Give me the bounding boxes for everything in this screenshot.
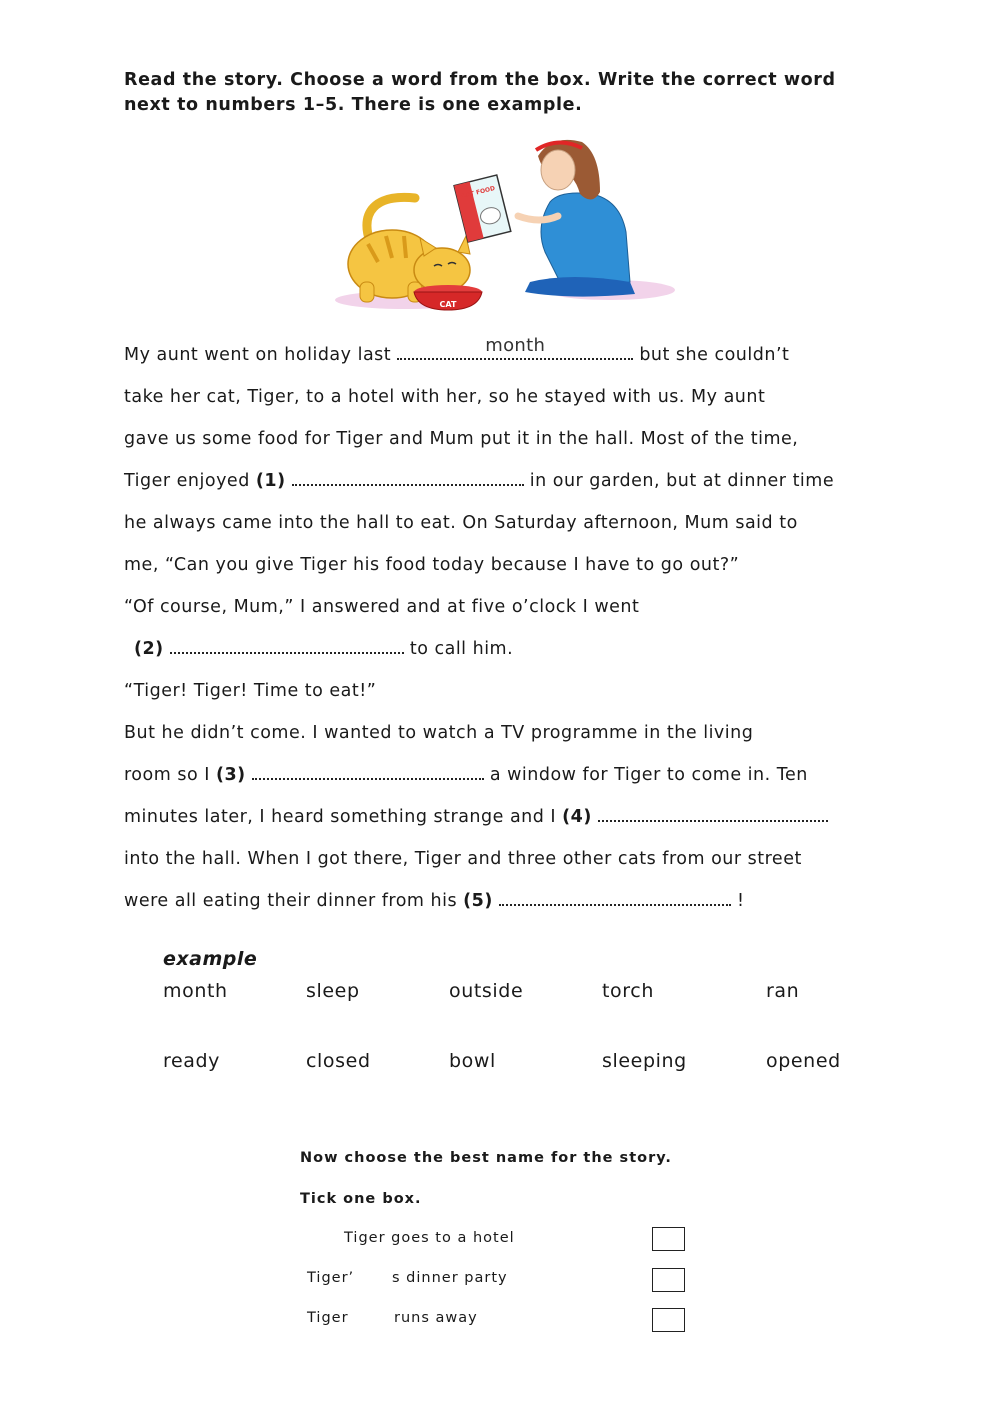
girl-body: [541, 193, 630, 288]
story-line-11: room so I (3) a window for Tiger to come in. Ten: [124, 760, 808, 790]
tick-box-3[interactable]: [652, 1308, 685, 1332]
food-box-label: CAT FOOD: [461, 184, 496, 200]
word-option: closed: [306, 1050, 371, 1072]
word-option: outside: [449, 980, 524, 1002]
question-title: Now choose the best name for the story.: [300, 1150, 672, 1166]
answer-blank-3[interactable]: [252, 760, 484, 780]
answer-blank-5[interactable]: [499, 886, 731, 906]
cat-food-box: [454, 175, 511, 242]
story-line-12: minutes later, I heard something strange and I (4): [124, 802, 828, 832]
bowl-label: CAT: [439, 300, 457, 309]
story-line-14: were all eating their dinner from his (5) !: [124, 886, 745, 916]
girl-face: [541, 150, 575, 190]
story-line-6: me, “Can you give Tiger his food today because I have to go out?”: [124, 555, 740, 575]
answer-blank-4[interactable]: [598, 802, 828, 822]
title-option-3a: Tiger: [307, 1310, 349, 1326]
story-line-8: (2) to call him.: [134, 634, 513, 664]
blank-number-2: (2): [134, 639, 164, 659]
answer-blank-1[interactable]: [292, 466, 524, 486]
story-line-5: he always came into the hall to eat. On Saturday afternoon, Mum said to: [124, 513, 798, 533]
blank-number-5: (5): [463, 891, 493, 911]
word-option: ready: [163, 1050, 221, 1072]
word-option: bowl: [449, 1050, 496, 1072]
cat-and-girl-illustration: [330, 132, 680, 317]
title-option-2a: Tiger’: [307, 1270, 355, 1286]
word-option: sleep: [306, 980, 360, 1002]
title-option-2b: s dinner party: [392, 1270, 508, 1286]
blank-number-1: (1): [255, 471, 286, 491]
story-line-1: My aunt went on holiday last month but she couldn’t: [124, 335, 790, 365]
example-answer: month: [485, 335, 546, 356]
tick-box-2[interactable]: [652, 1268, 685, 1292]
answer-blank-2[interactable]: [170, 634, 404, 654]
story-line-3: gave us some food for Tiger and Mum put it in the hall. Most of the time,: [124, 429, 799, 449]
girl-arm: [518, 216, 558, 220]
blank-number-3: (3): [215, 765, 246, 785]
story-line-13: into the hall. When I got there, Tiger and three other cats from our street: [124, 849, 802, 869]
example-blank: [397, 335, 633, 360]
story-line-4: Tiger enjoyed (1) in our garden, but at dinner time: [124, 466, 834, 496]
instructions: Read the story. Choose a word from the box. Write the correct word next to numbers 1–5. There is one example.: [124, 70, 836, 115]
question-instruction: Tick one box.: [300, 1191, 422, 1207]
title-option-3b: runs away: [394, 1310, 478, 1326]
cat-leg: [360, 282, 374, 302]
title-option-1: Tiger goes to a hotel: [344, 1230, 515, 1246]
word-option: ran: [766, 980, 800, 1002]
tick-box-1[interactable]: [652, 1227, 685, 1251]
story-line-2: take her cat, Tiger, to a hotel with her, so he stayed with us. My aunt: [124, 387, 766, 407]
story-line-7: “Of course, Mum,” I answered and at five o’clock I went: [124, 597, 640, 617]
example-label: example: [163, 948, 258, 970]
blank-number-4: (4): [562, 807, 592, 827]
story-line-9: “Tiger! Tiger! Time to eat!”: [124, 681, 377, 701]
word-option: month: [163, 980, 228, 1002]
word-option: sleeping: [602, 1050, 687, 1072]
word-option: torch: [602, 980, 654, 1002]
word-option: opened: [766, 1050, 841, 1072]
story-line-10: But he didn’t come. I wanted to watch a TV programme in the living: [124, 723, 754, 743]
